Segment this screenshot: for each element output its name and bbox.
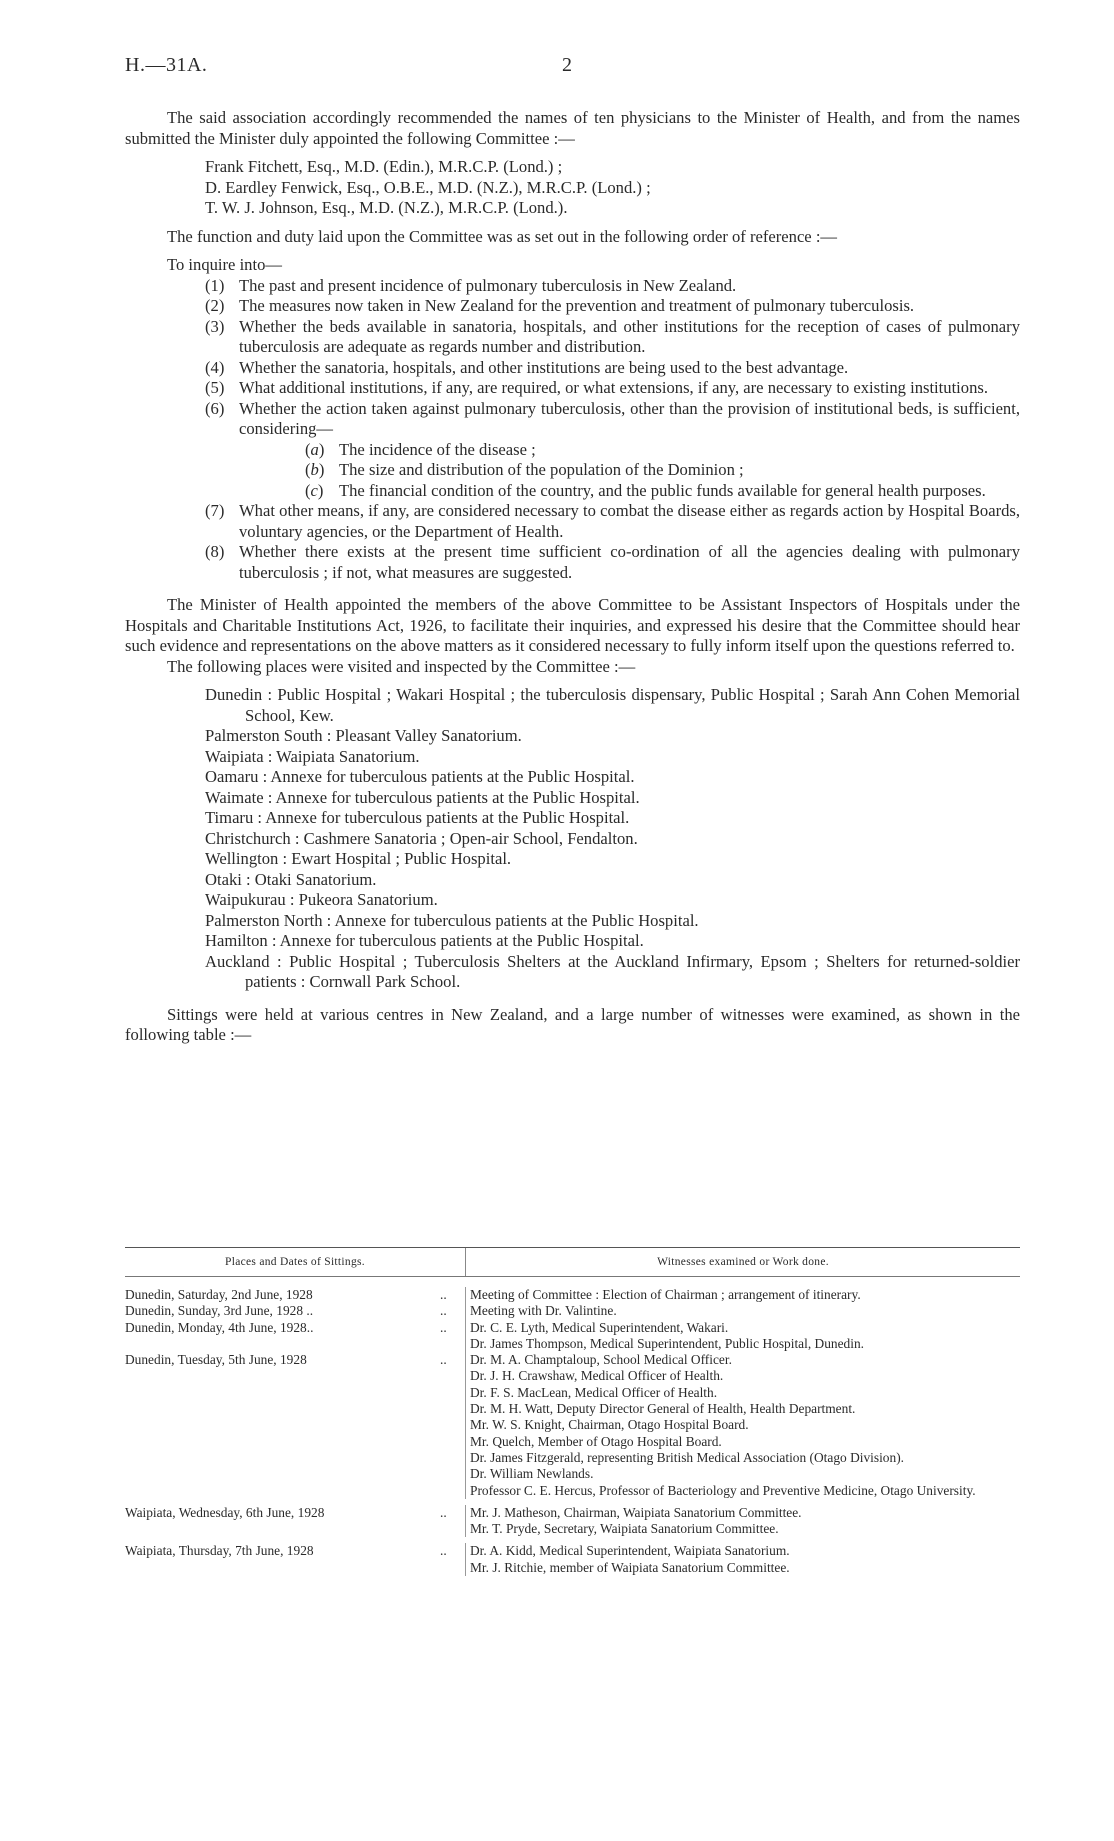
- table-header: [125, 1248, 1020, 1276]
- witness-entry: Professor C. E. Hercus, Professor of Bacteriology and Preventive Medicine, Otago University.: [470, 1482, 976, 1498]
- reference-subitem: (b) The size and distribution of the population of the Dominion ;: [305, 460, 744, 479]
- document-reference: H.—31A.: [125, 54, 208, 76]
- table-row: [125, 1352, 1020, 1499]
- places-list: [205, 685, 1020, 993]
- leader-dots: ..: [440, 1543, 447, 1559]
- witness-entry: Meeting with Dr. Valintine.: [470, 1303, 617, 1319]
- page-number: 2: [562, 54, 572, 76]
- function-paragraph: The function and duty laid upon the Committee was as set out in the following order of reference :—: [167, 226, 838, 246]
- table-row: [125, 1543, 1020, 1576]
- place-entry: Waipiata : Waipiata Sanatorium.: [205, 746, 420, 766]
- table-body: [125, 1277, 1020, 1576]
- place-entry: Auckland : Public Hospital ; Tuberculosis Shelters at the Auckland Infirmary, Epsom ; Shelters for returned-soldier patients : Cornwall Park School.: [205, 951, 1020, 991]
- inquire-heading: To inquire into—: [167, 255, 282, 274]
- witness-list: [465, 1352, 1020, 1499]
- witness-list: [465, 1320, 1020, 1353]
- place-entry: Christchurch : Cashmere Sanatoria ; Open-air School, Fendalton.: [205, 828, 638, 848]
- place-entry: Timaru : Annexe for tuberculous patients at the Public Hospital.: [205, 808, 630, 827]
- sitting-place-date: Dunedin, Sunday, 3rd June, 1928 ..: [125, 1303, 314, 1319]
- sitting-place-date: Dunedin, Saturday, 2nd June, 1928: [125, 1287, 313, 1302]
- leader-dots: ..: [440, 1504, 447, 1520]
- sitting-place-date: Waipiata, Wednesday, 6th June, 1928: [125, 1504, 325, 1520]
- table-header-places: Places and Dates of Sittings.: [225, 1255, 365, 1268]
- table-row: [125, 1320, 1020, 1353]
- places-intro: The following places were visited and inspected by the Committee :—: [167, 656, 636, 676]
- place-entry: Palmerston South : Pleasant Valley Sanatorium.: [205, 726, 522, 745]
- place-entry: Waipukurau : Pukeora Sanatorium.: [205, 890, 438, 909]
- table-row: [125, 1287, 1020, 1303]
- reference-item: (2) The measures now taken in New Zealand for the prevention and treatment of pulmonary tuberculosis.: [205, 296, 915, 315]
- reference-list: [205, 276, 1020, 584]
- witness-entry: Meeting of Committee : Election of Chairman ; arrangement of itinerary.: [470, 1287, 861, 1302]
- place-entry: Oamaru : Annexe for tuberculous patients at the Public Hospital.: [205, 767, 635, 786]
- witness-entry: Mr. Quelch, Member of Otago Hospital Board.: [470, 1433, 722, 1449]
- witness-entry: Dr. J. H. Crawshaw, Medical Officer of Health.: [470, 1368, 724, 1384]
- reference-item: (5) What additional institutions, if any, are required, or what extensions, if any, are necessary to existing institutions.: [205, 378, 988, 397]
- witness-entry: Dr. William Newlands.: [470, 1466, 594, 1482]
- table-row: [125, 1303, 1020, 1319]
- witness-list: [465, 1505, 1020, 1538]
- sitting-place-date: Dunedin, Tuesday, 5th June, 1928: [125, 1352, 307, 1368]
- committee-member: T. W. J. Johnson, Esq., M.D. (N.Z.), M.R.C.P. (Lond.).: [205, 198, 568, 217]
- table-row: [125, 1505, 1020, 1538]
- leader-dots: ..: [440, 1287, 447, 1302]
- witness-entry: Dr. C. E. Lyth, Medical Superintendent, Wakari.: [470, 1319, 729, 1335]
- sittings-paragraph: Sittings were held at various centres in New Zealand, and a large number of witnesses were examined, as shown in the following table :—: [125, 1004, 1020, 1044]
- document-body: [125, 108, 1020, 1046]
- reference-item: (4) Whether the sanatoria, hospitals, and other institutions are being used to the best advantage.: [205, 357, 849, 377]
- sitting-place-date: Waipiata, Thursday, 7th June, 1928: [125, 1543, 314, 1559]
- witness-entry: Dr. James Thompson, Medical Superintendent, Public Hospital, Dunedin.: [470, 1335, 864, 1351]
- place-entry: Wellington : Ewart Hospital ; Public Hospital.: [205, 849, 512, 868]
- witness-list: [465, 1287, 1020, 1303]
- intro-paragraph: The said association accordingly recommended the names of ten physicians to the Minister of Health, and from the names submitted the Minister duly appointed the following Committee :—: [125, 108, 1020, 148]
- sittings-table: [125, 1247, 1020, 1576]
- leader-dots: ..: [440, 1352, 447, 1368]
- witness-entry: Mr. T. Pryde, Secretary, Waipiata Sanatorium Committee.: [470, 1521, 779, 1537]
- reference-item: (3) Whether the beds available in sanatoria, hospitals, and other institutions for the reception of cases of pulmonary tuberculosis are adequate as regards number and distribution.: [205, 316, 1020, 356]
- reference-item: (1) The past and present incidence of pulmonary tuberculosis in New Zealand.: [205, 275, 737, 295]
- witness-entry: Mr. W. S. Knight, Chairman, Otago Hospital Board.: [470, 1417, 749, 1433]
- committee-member: D. Eardley Fenwick, Esq., O.B.E., M.D. (N.Z.), M.R.C.P. (Lond.) ;: [205, 177, 651, 197]
- witness-entry: Dr. M. H. Watt, Deputy Director General of Health, Health Department.: [470, 1401, 856, 1417]
- reference-subitem: (a) The incidence of the disease ;: [305, 439, 536, 459]
- committee-members: [205, 157, 1020, 219]
- witness-entry: Dr. M. A. Champtaloup, School Medical Officer.: [470, 1352, 732, 1368]
- witness-entry: Mr. J. Matheson, Chairman, Waipiata Sanatorium Committee.: [470, 1504, 802, 1520]
- witness-list: [465, 1303, 1020, 1319]
- place-entry: Palmerston North : Annexe for tuberculous patients at the Public Hospital.: [205, 910, 699, 930]
- witness-entry: Mr. J. Ritchie, member of Waipiata Sanatorium Committee.: [470, 1559, 790, 1575]
- witness-entry: Dr. A. Kidd, Medical Superintendent, Waipiata Sanatorium.: [470, 1543, 790, 1559]
- reference-item: (8) Whether there exists at the present time sufficient co-ordination of all the agencies dealing with pulmonary tuberculosis ; if not, what measures are suggested.: [205, 542, 1020, 582]
- place-entry: Otaki : Otaki Sanatorium.: [205, 869, 377, 889]
- committee-member: Frank Fitchett, Esq., M.D. (Edin.), M.R.C.P. (Lond.) ;: [205, 157, 563, 176]
- reference-item: (7) What other means, if any, are considered necessary to combat the disease either as regards action by Hospital Boards, voluntary agencies, or the Department of Health.: [205, 501, 1020, 541]
- reference-subitem: (c) The financial condition of the country, and the public funds available for general health purposes.: [305, 480, 986, 500]
- leader-dots: ..: [440, 1303, 447, 1319]
- minister-paragraph: The Minister of Health appointed the members of the above Committee to be Assistant Inspectors of Hospitals under the Hospitals and Charitable Institutions Act, 1926, to facilitate their inquiries, and expressed his desire that the Committee should hear such evidence and representations on the above matters as it considered necessary to fully inform itself upon the questions referred to.: [125, 595, 1020, 655]
- witness-list: [465, 1543, 1020, 1576]
- reference-sublist: [305, 440, 1020, 502]
- place-entry: Hamilton : Annexe for tuberculous patients at the Public Hospital.: [205, 931, 644, 950]
- place-entry: Dunedin : Public Hospital ; Wakari Hospital ; the tuberculosis dispensary, Public Hospital ; Sarah Ann Cohen Memorial School, Kew.: [205, 685, 1020, 725]
- sitting-place-date: Dunedin, Monday, 4th June, 1928..: [125, 1319, 314, 1335]
- reference-item: (6) Whether the action taken against pulmonary tuberculosis, other than the provision of institutional beds, is sufficient, considering—: [205, 398, 1020, 438]
- leader-dots: ..: [440, 1319, 447, 1335]
- witness-entry: Dr. F. S. MacLean, Medical Officer of Health.: [470, 1384, 718, 1400]
- place-entry: Waimate : Annexe for tuberculous patients at the Public Hospital.: [205, 787, 640, 807]
- witness-entry: Dr. James Fitzgerald, representing British Medical Association (Otago Division).: [470, 1449, 904, 1465]
- table-header-witnesses: Witnesses examined or Work done.: [465, 1248, 1020, 1276]
